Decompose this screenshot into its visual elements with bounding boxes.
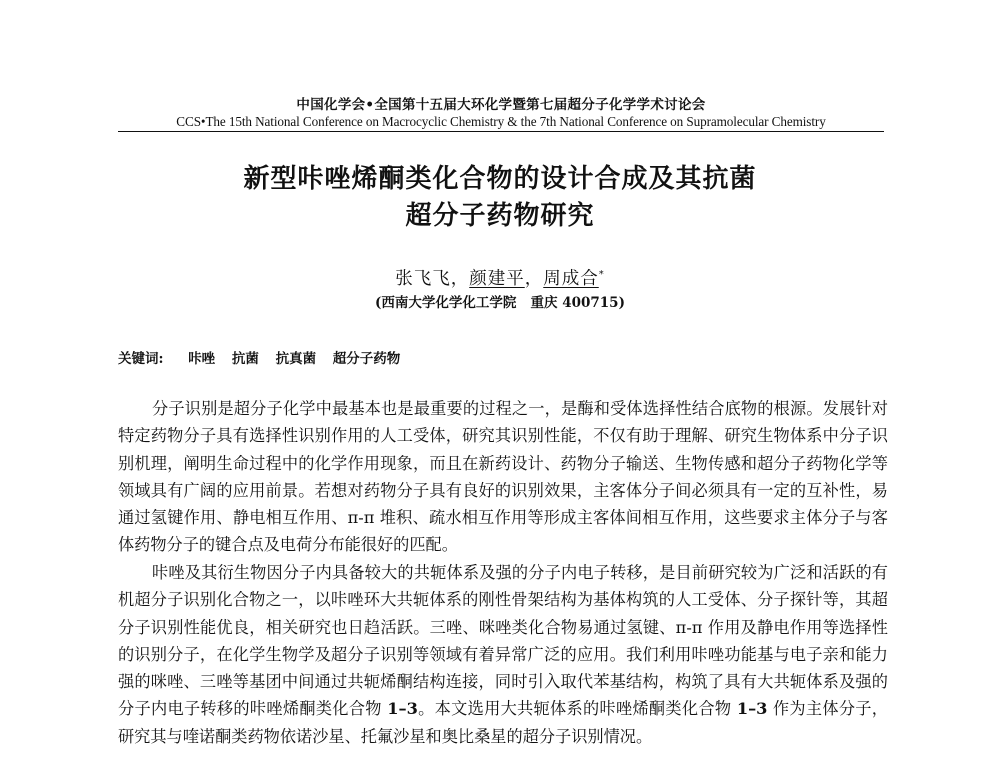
corresponding-author-mark: * xyxy=(598,269,605,280)
body-paragraph-1: 分子识别是超分子化学中最基本也是最重要的过程之一，是酶和受体选择性结合底物的根源。发展针对特定药物分子具有选择性识别作用的人工受体，研究其识别性能，不仅有助于理解、研究生物体系中分子识别机理，阐明生命过程中的化学作用现象，而且在新药设计、药物分子输送、生物传感和超分子药物化学等领域具有广阔的应用前景。若想对药物分子具有良好的识别效果，主客体分子间必须具有一定的互补性，易通过氢键作用、静电相互作用、π-π 堆积、疏水相互作用等形成主客体间相互作用，这些要求主体分子与客体药物分子的键合点及电荷分布能很好的匹配。 xyxy=(118,399,888,555)
keywords-label: 关键词: xyxy=(118,351,164,367)
keyword: 咔唑 xyxy=(188,351,216,367)
paragraph-text: 。本文选用大共轭体系的咔唑烯酮类化合物 xyxy=(417,699,737,719)
paper-title-line-2: 超分子药物研究 xyxy=(405,201,595,231)
keywords xyxy=(118,347,412,367)
compound-number: 1–3 xyxy=(387,699,418,719)
affiliation: (西南大学化学化工学院 重庆 400715) xyxy=(375,295,625,311)
author-2: 颜建平 xyxy=(469,268,525,289)
conference-header-cn: 中国化学会•全国第十五届大环化学暨第七届超分子化学学术讨论会 xyxy=(296,97,706,113)
author-1: 张飞飞 xyxy=(395,268,451,289)
author-separator: ， xyxy=(524,268,544,289)
paper-title-line-1: 新型咔唑烯酮类化合物的设计合成及其抗菌 xyxy=(243,164,757,194)
author-list xyxy=(0,263,1000,291)
keyword: 超分子药物 xyxy=(332,351,401,367)
body-paragraph-2 xyxy=(118,559,888,750)
keyword: 抗真菌 xyxy=(275,351,317,367)
author-3-corresponding: 周成合 xyxy=(543,268,599,289)
paragraph-text: 咔唑及其衍生物因分子内具备较大的共轭体系及强的分子内电子转移，是目前研究较为广泛和活跃的有机超分子识别化合物之一，以咔唑环大共轭体系的刚性骨架结构为基体构筑的人工受体、分子探针等，其超分子识别性能优良，相关研究也日趋活跃。三唑、咪唑类化合物易通过氢键、π-π 作用及静电作用等选择性的识别分子，在化学生物学及超分子识别等领域有着异常广泛的应用。我们利用咔唑功能基与电子亲和能力强的咪唑、三唑等基团中间通过共轭烯酮结构连接，同时引入取代苯基结构，构筑了具有大共轭体系及强的分子内电子转移的咔唑烯酮类化合物 xyxy=(118,563,888,719)
author-separator: ， xyxy=(450,268,470,289)
paragraph-text: 作为主体分子，研究其与喹诺酮类药物依诺沙星、托氟沙星和奥比桑星的超分子识别情况。 xyxy=(118,699,888,746)
conference-header-en: CCS•The 15th National Conference on Macrocyclic Chemistry & the 7th National Conference on Supramolecular Chemistry xyxy=(118,113,884,132)
keyword: 抗菌 xyxy=(231,351,259,367)
compound-number: 1–3 xyxy=(736,699,768,719)
